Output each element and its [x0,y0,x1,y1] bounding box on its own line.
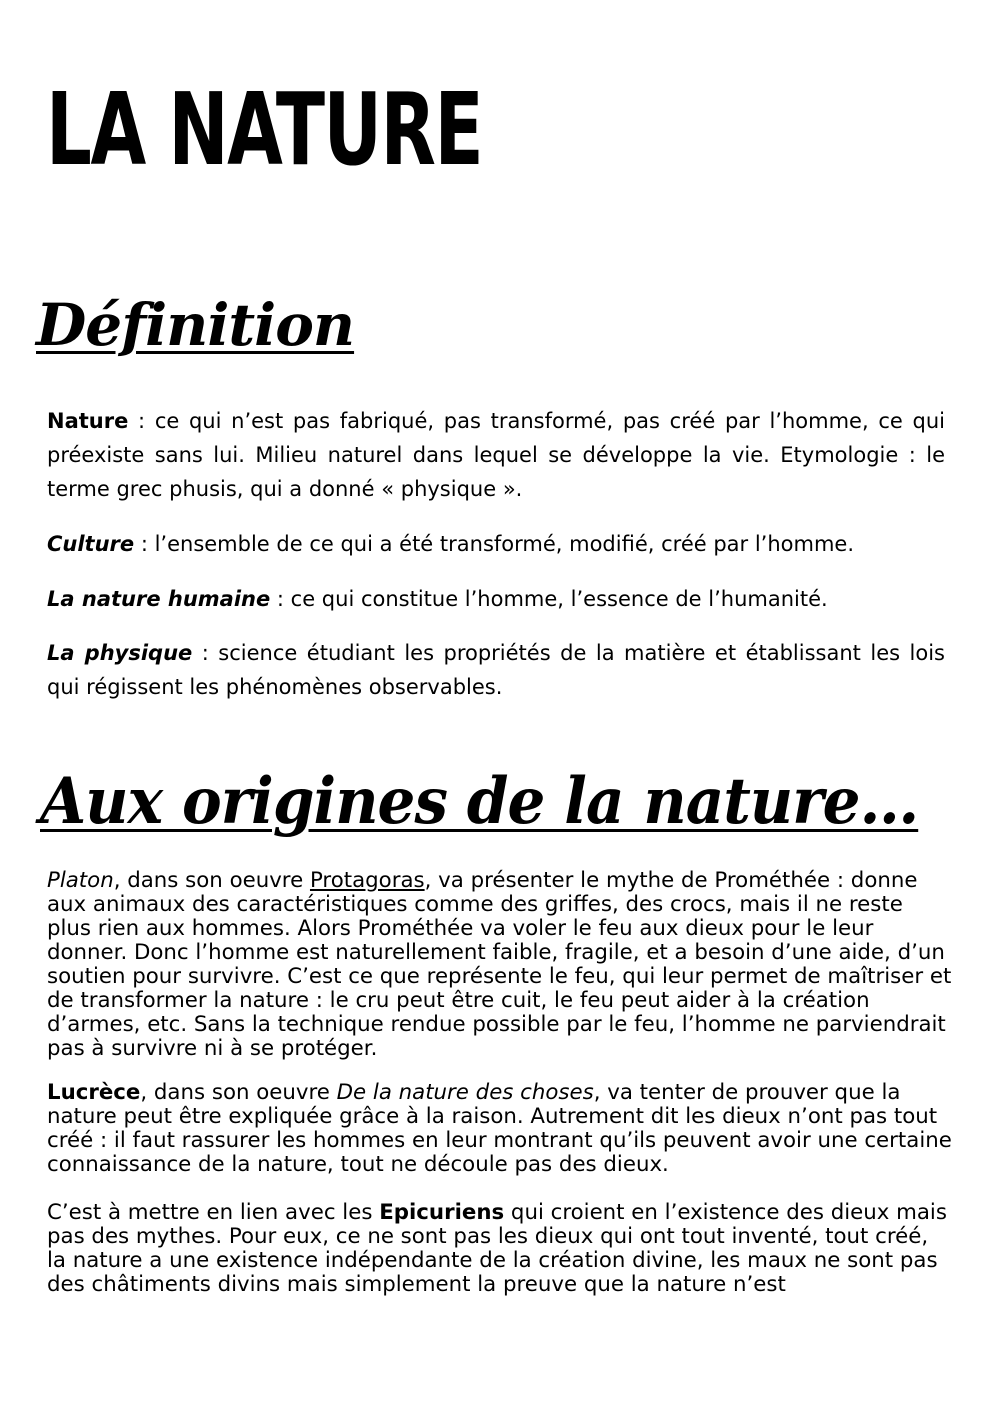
definition-entry-nature [47,404,945,506]
paragraph-epicuriens [47,1201,952,1297]
definition-text: : ce qui n’est pas fabriqué, pas transformé, pas créé par l’homme, ce qui préexiste sans lui. Milieu naturel dans lequel se développe la vie. Etymologie : le terme grec phusis, qui a donné « physique ». [47,409,945,501]
definition-text: : l’ensemble de ce qui a été transformé, modifié, créé par l’homme. [134,532,855,556]
definition-entry-culture [47,527,945,561]
definition-text: : science étudiant les propriétés de la matière et établissant les lois qui régissent les phénomènes observables. [47,641,945,699]
paragraph-lucrece [47,1081,952,1177]
paragraph-text: , dans son oeuvre [113,868,310,893]
definition-entry-physics [47,636,945,704]
definition-text: : ce qui constitue l’homme, l’essence de l’humanité. [270,587,828,611]
work-title: De la nature des choses [336,1080,594,1105]
definition-term: Culture [47,532,135,556]
paragraph-platon [47,869,952,1061]
paragraph-text: C’est à mettre en lien avec les [47,1200,380,1225]
definition-heading: Définition [36,291,355,359]
definition-entry-human-nature [47,582,945,616]
definition-term: La physique [47,641,193,665]
school-name: Epicuriens [379,1200,505,1225]
work-title: Protagoras [309,868,425,893]
page-title: LA NATURE [46,71,483,188]
paragraph-text: , va tenter de prouver que la nature peut être expliquée grâce à la raison. Autrement dit les dieux n’ont pas tout créé : il faut rassurer les hommes en leur montrant qu’ils peuvent avoir une certaine connaissance de la nature, tout ne découle pas des dieux. [47,1080,952,1177]
definition-term: Nature [47,409,129,433]
paragraph-text: qui croient en l’existence des dieux mais pas des mythes. Pour eux, ce ne sont pas les dieux qui ont tout inventé, tout créé, la nature a une existence indépendante de la création divine, les maux ne sont pas des châtiments divins mais simplement la preuve que la nature n’est [47,1200,947,1297]
author-name: Lucrèce [47,1080,141,1105]
paragraph-text: , va présenter le mythe de Prométhée : donne aux animaux des caractéristiques comme des griffes, des crocs, mais il ne reste plus rien aux hommes. Alors Prométhée va voler le feu aux dieux pour le leur donner. Donc l’homme est naturellement faible, fragile, et a besoin d’une aide, d’un soutien pour survivre. C’est ce que représente le feu, qui leur permet de maîtriser et de transformer la nature : le cru peut être cuit, le feu peut aider à la création d’armes, etc. Sans la technique rendue possible par le feu, l’homme ne parviendrait pas à survivre ni à se protéger. [47,868,952,1061]
author-name: Platon [47,868,114,893]
paragraph-text: , dans son oeuvre [140,1080,337,1105]
definition-term: La nature humaine [47,587,271,611]
origins-heading: Aux origines de la nature… [40,764,919,839]
